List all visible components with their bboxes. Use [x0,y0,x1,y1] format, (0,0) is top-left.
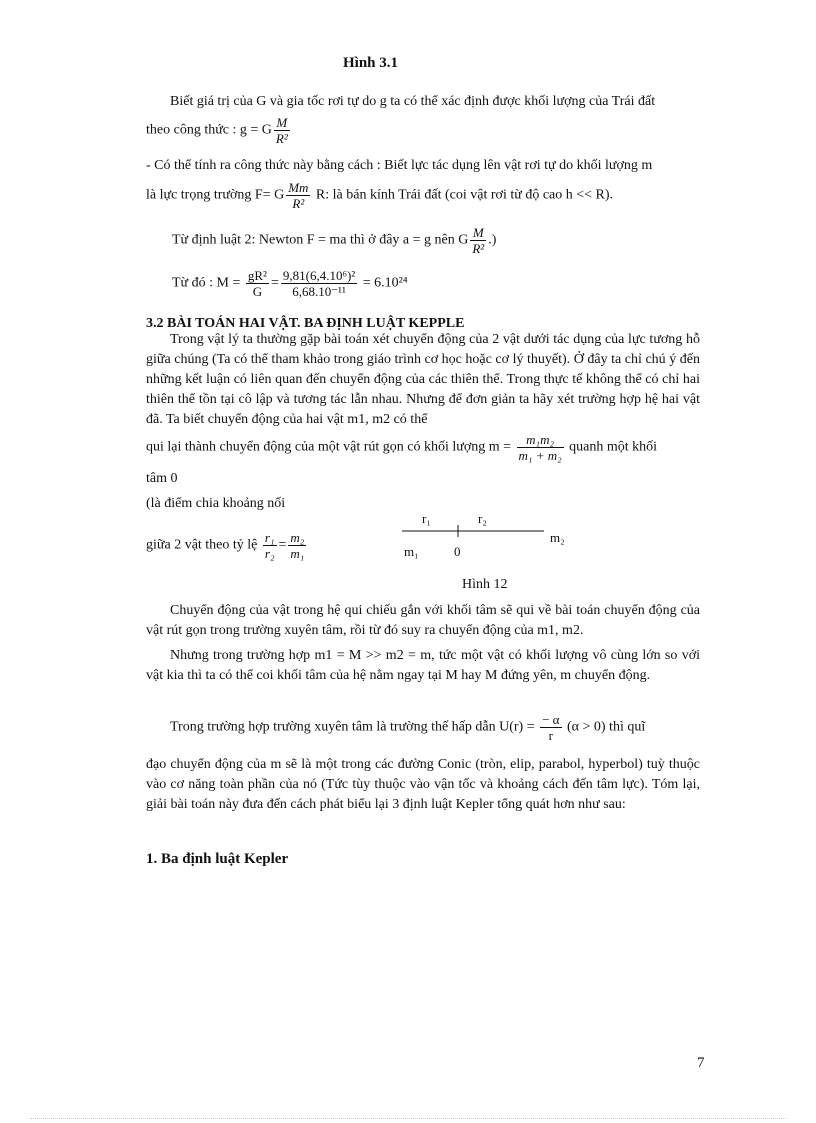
earth-mass-calculation [172,268,408,299]
paragraph-reference-frame: Chuyển động của vật trong hệ qui chiếu gắn với khối tâm sẽ qui về bài toán chuyển động của vật rút gọn trong trường xuyên tâm, rồi từ đó suy ra chuyển động của m1, m2. [146,603,700,638]
paragraph-derivation-line1: - Có thể tính ra công thức này bằng cách : Biết lực tác dụng lên vật rơi tự do khối lượng m [146,158,653,173]
fraction-r1-over-r2: $\frac{\text{r₁}}{\text{r₂}}$ [264,530,275,561]
reduced-mass-line [146,432,657,463]
subheading-kepler-laws: 1. Ba định luật Kepler [146,851,289,867]
fraction-m2-over-m1: $\frac{\text{m₂}}{\text{m₁}}$ [290,530,305,561]
center-of-mass-line1: tâm 0 [146,471,178,486]
paragraph-gravity-intro: Biết giá trị của G và gia tốc rơi tự do g ta có thể xác định được khối lượng của Trái đất [170,94,656,109]
potential-prefix: Trong trường hợp trường xuyên tâm là trường thế hấp dẫn U(r) = [170,719,535,735]
force-formula-suffix: R: là bán kính Trái đất (coi vật rơi từ độ cao h << R). [315,187,614,203]
center-of-mass-line2: (là điểm chia khoảng nối [146,496,286,511]
label-r1: r₁ [422,511,431,526]
section-heading-3-2: 3.2 BÀI TOÁN HAI VẬT. BA ĐỊNH LUẬT KEPPLE [146,316,465,331]
label-m2: m₂ [550,530,565,545]
paragraph-conic-orbits: đạo chuyển động của m sẽ là một trong các đường Conic (tròn, elip, parabol, hyperbol) tuỳ thuộc vào cơ năng toàn phần của nó (Tức tùy thuộc vào vận tốc và khoảng cách đến tâm lực). Tóm lại, giải bài toán này đưa đến cách phát biểu lại 3 định luật Kepler tổng quát hơn như sau: [146,757,700,812]
formula-g [146,115,292,146]
fraction-mm-over-r2: $\frac{Mm}{\text{R²}}$ [288,180,309,211]
reduced-mass-prefix: qui lại thành chuyển động của một vật rút gọn có khối lượng m = [146,439,512,455]
two-body-diagram [396,508,576,563]
newton-prefix: Từ định luật 2: Newton F = ma thì ở đây a = g nên G [172,232,469,248]
calc-prefix: Từ đó : M = [172,275,241,291]
newton-suffix: .) [488,232,497,248]
fraction-gr2-over-g: $\frac{\text{gR²}}{G}$ [247,268,267,299]
label-r2: r₂ [478,511,487,526]
fraction-alpha-over-r: $\frac{- \alpha}{r}$ [542,712,560,743]
fraction-m-over-r2-b: $\frac{M}{\text{R²}}$ [472,225,485,256]
calc-equals: = [270,275,279,291]
calc-result: = 6.10²⁴ [362,275,408,291]
figure-caption-3-1: Hình 3.1 [343,55,399,71]
fraction-m-over-r2: $\frac{M}{\text{R²}}$ [275,115,288,146]
force-formula-prefix: là lực trọng trường F= G [146,187,285,203]
newton-second-law-line [172,225,496,256]
potential-line [170,712,645,743]
page-bottom-border [30,1118,786,1119]
potential-suffix: (α > 0) thì quĩ [567,719,646,735]
paragraph-two-body: Trong vật lý ta thường gặp bài toán xét chuyển động của 2 vật dưới tác dụng của lực tương hỗ giữa chúng (Ta có thể tham khảo trong giáo trình cơ học hoặc cơ lý thuyết). Ở đây ta chỉ chú ý đến những kết luận có liên quan đến chuyển động của các thiên thể. Trong thực tế không thể có chỉ hai thiên thể tồn tại cô lập và tương tác lẫn nhau. Nhưng để đơn giản ta hãy xét trường hợp hệ hai vật đã. Ta biết chuyển động của hai vật m1, m2 có thể [146,332,700,427]
paragraph-derivation-line2 [146,180,613,211]
ratio-prefix: giữa 2 vật theo tỷ lệ [146,537,258,553]
page-number: 7 [697,1055,705,1071]
fraction-reduced-mass: $\frac{\text{m₁m₂}}{\text{m₁ + m₂}}$ [518,432,562,463]
ratio-line: giữa 2 vật theo tỷ lệ $\frac{\text{r₁}}{\text{r₂}}$ = $\frac{\text{m₂}}{\text{m₁}}$ [146,530,305,561]
formula-g-prefix: theo công thức : g = G [146,122,272,138]
label-m1: m₁ [404,544,419,559]
label-center-0: 0 [454,544,461,559]
reduced-mass-suffix: quanh một khối [569,439,658,455]
fraction-numeric: $\frac{\text{9,81(6,4.10⁶)²}}{\text{6,68.10⁻¹¹}}$ [282,268,356,299]
figure-caption-12: Hình 12 [462,577,508,592]
paragraph-large-mass: Nhưng trong trường hợp m1 = M >> m2 = m, tức một vật có khối lượng vô cùng lớn so với vật kia thì ta có thể coi khối tâm của hệ nằm ngay tại M hay M đứng yên, m chuyển động. [146,648,700,683]
